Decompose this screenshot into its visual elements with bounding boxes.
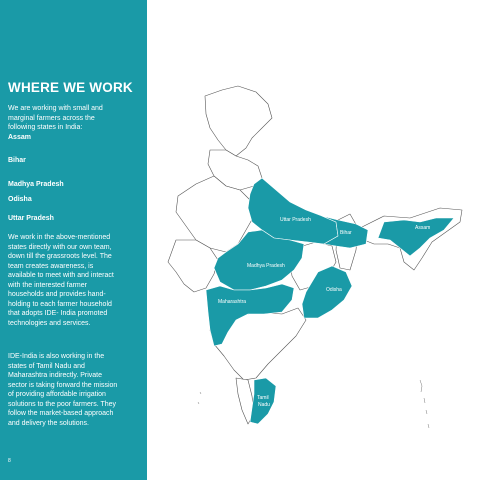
direct-work-paragraph: We work in the above-mentioned states directly with our own team, down till the grassroots level. The team creates awareness, is available to meet with and interact with the interested farmer households and provides hand-holding to each farmer household that adopts IDE- India promoted technologies and services.	[8, 234, 114, 327]
label-uttar-pradesh: Uttar Pradesh	[280, 217, 311, 223]
page-number: 8	[8, 458, 11, 464]
state-tamil-nadu	[250, 378, 276, 424]
label-assam: Assam	[415, 225, 431, 231]
state-item-assam: Assam	[8, 133, 31, 141]
islands	[198, 380, 429, 428]
state-item-bihar: Bihar	[8, 157, 26, 164]
state-item-uttar-pradesh: Uttar Pradesh	[8, 215, 54, 222]
label-tamil-nadu-line1: Tamil	[257, 395, 269, 401]
label-maharashtra: Maharashtra	[218, 299, 247, 305]
label-madhya-pradesh: Madhya Pradesh	[247, 263, 285, 269]
label-tamil-nadu-line2: Nadu	[258, 402, 270, 408]
state-assam	[378, 218, 454, 256]
intro-sentence: We are working with small and marginal farmers across the following states in India:	[8, 105, 103, 132]
state-item-odisha: Odisha	[8, 196, 32, 203]
label-bihar: Bihar	[340, 230, 352, 236]
region-north-outline	[205, 86, 272, 156]
lakshadweep-islands	[198, 392, 201, 404]
state-item-madhya-pradesh: Madhya Pradesh	[8, 181, 64, 188]
andaman-islands	[420, 380, 429, 428]
indirect-work-paragraph: IDE-India is also working in the states of Tamil Nadu and Maharashtra indirectly. Private sector is taking forward the mission of providing affordable irrigation solutions to the poor farmers. They follow the market-based approach and delivery the solutions.	[8, 353, 118, 427]
label-odisha: Odisha	[326, 287, 342, 293]
page-title: WHERE WE WORK	[8, 80, 133, 95]
india-outline	[168, 86, 462, 424]
